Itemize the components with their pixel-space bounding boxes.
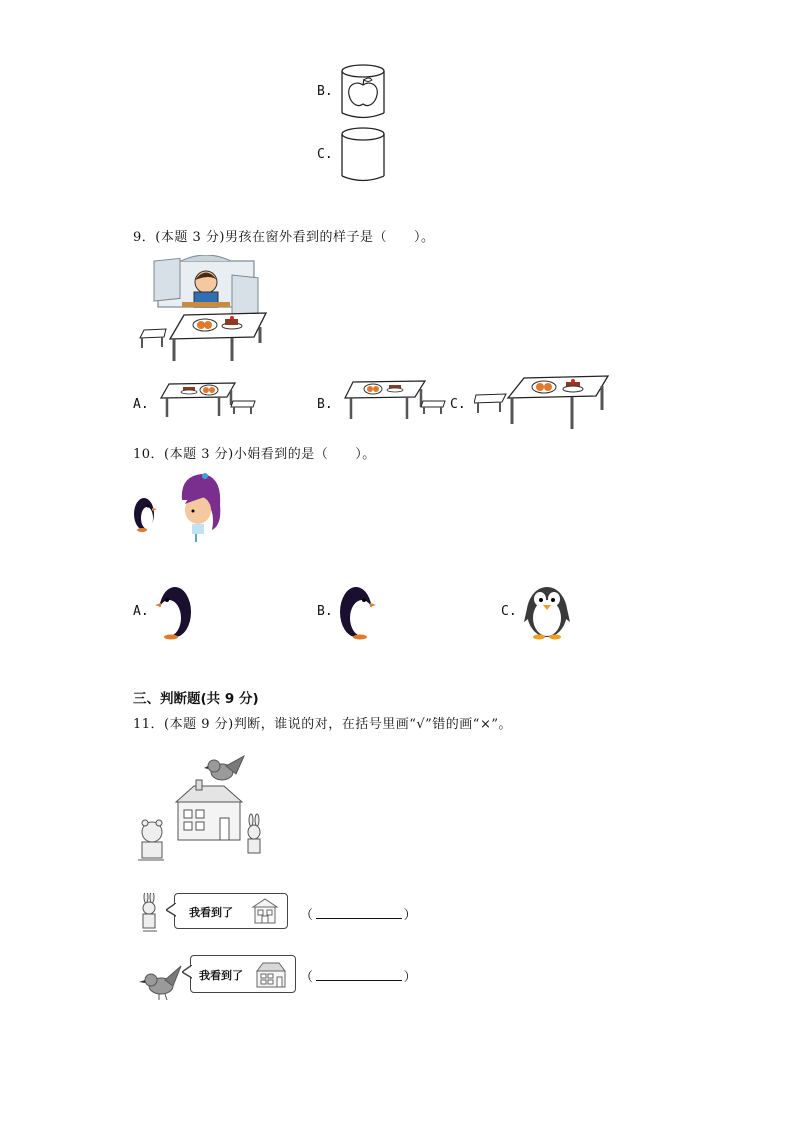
q9-option-a-label: A. [133,397,149,412]
speech-bubble-tail [166,903,176,917]
house-side-view-icon [249,897,281,925]
house-scene-image [134,752,274,870]
girl-and-penguin-scene-image [130,470,230,545]
table-view-c-image [474,374,610,432]
question-9-stem: 9．(本题 3 分)男孩在窗外看到的样子是（ ）。 [133,230,435,245]
option-b-label: B. [317,84,333,99]
bracket-close: ） [403,970,418,985]
answer-blank-2[interactable] [316,968,402,981]
speech-bubble-text: 我看到了 [189,906,233,919]
q10-option-a-label: A. [133,604,149,619]
q9-option-c-label: C. [450,397,466,412]
q10-option-b-label: B. [317,604,333,619]
penguin-side-view-a-image [153,582,193,640]
question-11-stem: 11．(本题 9 分)判断，谁说的对，在括号里画“√”错的画“×”。 [133,717,512,732]
penguin-front-view-c-image [524,582,570,640]
table-view-b-image [343,379,448,424]
bracket-close: ） [403,908,418,923]
bird-image [137,964,183,1002]
house-top-view-icon [253,959,289,989]
boy-at-window-scene-image [136,255,271,365]
bracket-open: （ [300,908,314,923]
section-3-heading: 三、判断题(共 9 分) [133,691,259,707]
option-c-label: C. [317,147,333,162]
rabbit-image [137,893,163,935]
speech-bubble-tail [182,965,192,979]
table-view-a-image [157,381,257,421]
penguin-side-view-b-image [338,582,378,640]
answer-bracket-1 [300,904,417,923]
answer-blank-1[interactable] [316,906,402,919]
q10-option-c-label: C. [501,604,517,619]
cylinder-with-apple-image [338,62,388,122]
bracket-open: （ [300,970,314,985]
q9-option-b-label: B. [317,397,333,412]
speech-bubble-rabbit [174,893,288,929]
speech-bubble-text: 我看到了 [199,969,243,982]
answer-bracket-2 [300,966,417,985]
empty-cylinder-image [338,125,388,185]
question-10-stem: 10．(本题 3 分)小娟看到的是（ ）。 [133,447,376,462]
speech-bubble-bird [190,955,296,993]
